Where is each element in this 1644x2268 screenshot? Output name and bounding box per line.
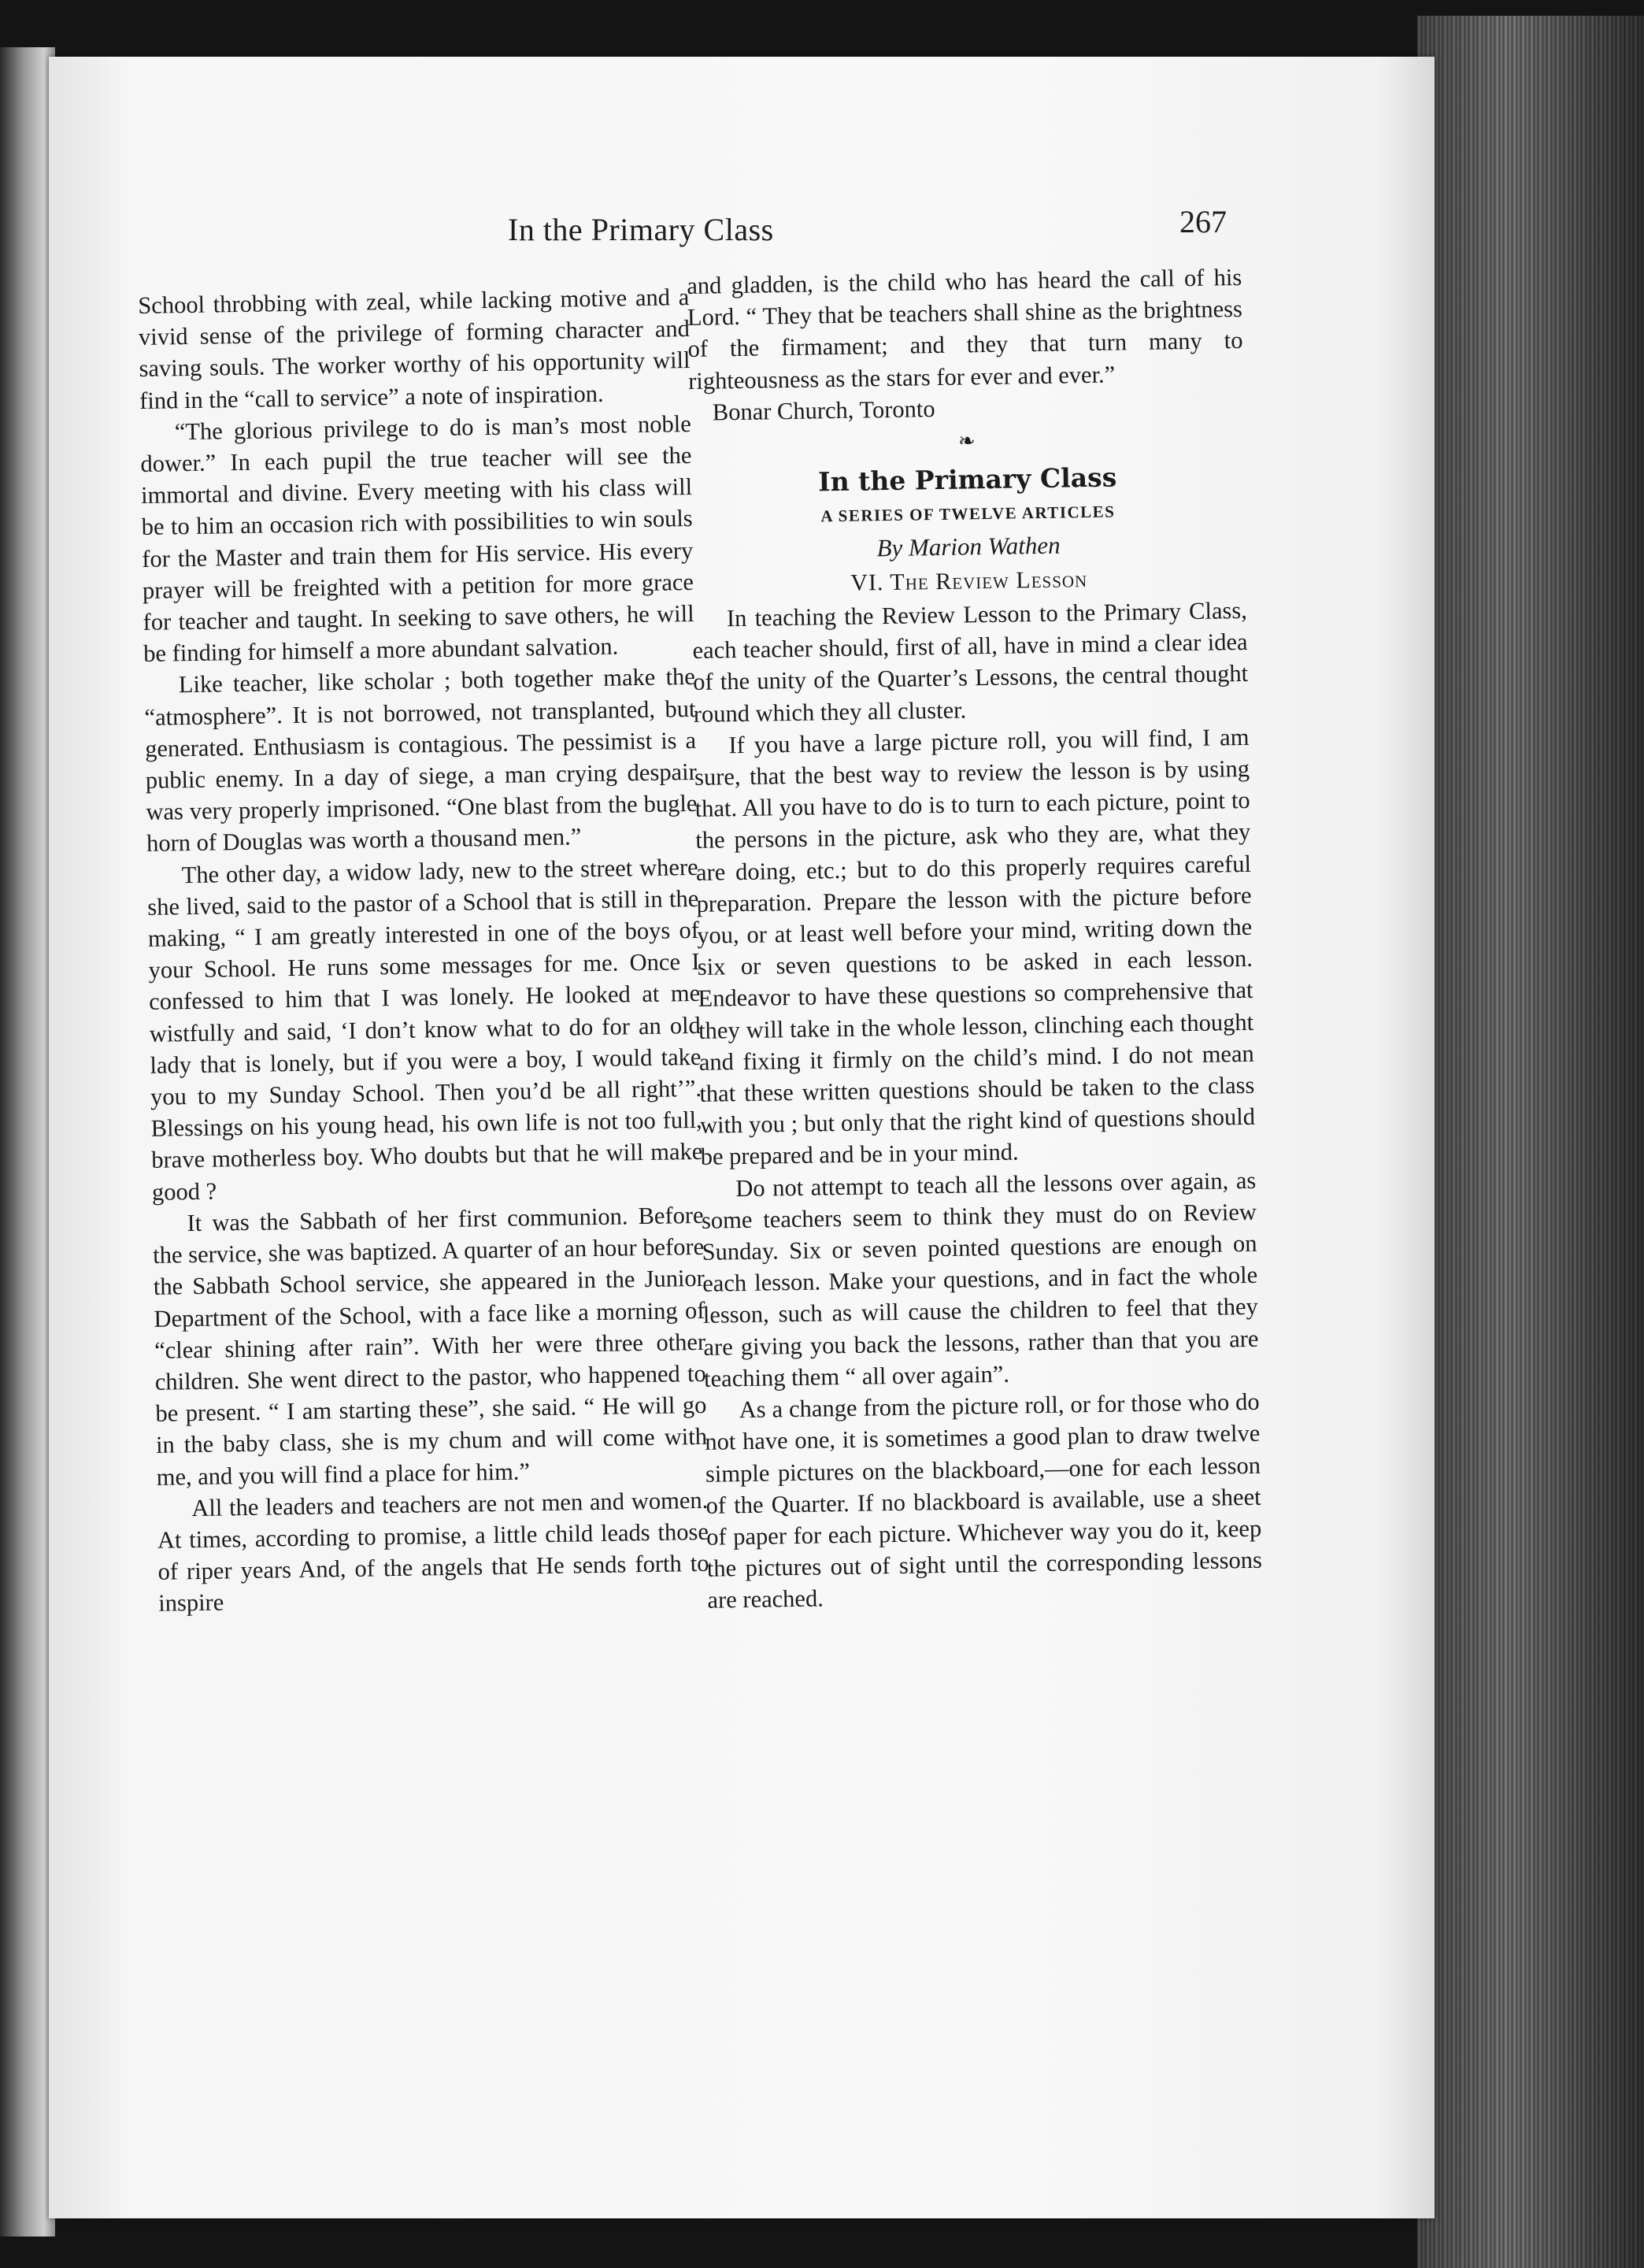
paragraph: Like teacher, like scholar ; both together make the “atmosphere”. It is not borrowed, not transplanted, but generated. Enthusiasm is contagious. The pessimist is a public enemy. In a day of siege, a man crying despair was very properly imprisoned. “One blast from the bugle horn of Douglas was worth a thousand men.” (144, 663, 698, 858)
continued-paragraph: and gladden, is the child who has heard the call of his Lord. “ They that be teachers shall shine as the brightness of the firmament; and they that turn many to righteousness as the stars for ever and ever.” (687, 263, 1243, 395)
paragraph: The other day, a widow lady, new to the street where she lived, said to the pastor of a School that is still in the making, “ I am greatly interested in one of the boys of your School. He runs some messages for me. Once I confessed to him that I was lonely. He looked at me wistfully and said, ‘I don’t know what to do for an old lady that is lonely, but if you were a boy, I would take you to my Sunday School. Then you’d be all right’”. Blessings on his young head, his own life is not too full, brave motherless boy. Who doubts but that he will make good ? (147, 853, 703, 1206)
paragraph: School throbbing with zeal, while lacking motive and a vivid sense of the privilege of forming character and saving souls. The worker worthy of his opportunity will find in the “call to service” a note of inspiration. (138, 284, 691, 414)
paragraph: It was the Sabbath of her first communion. Before the service, she was baptized. A quarter of an hour before the Sabbath School service, she appeared in the Junior Department of the School, with a face like a morning of “clear shining after rain”. With her were three other children. She went direct to the pastor, who happened to be present. “ I am starting these”, she said. “ He will go in the baby class, she is my chum and will come with me, and you will find a place for him.” (152, 1201, 708, 1491)
left-column (138, 281, 709, 1619)
article-series: A SERIES OF TWELVE ARTICLES (820, 502, 1116, 526)
paragraph: Do not attempt to teach all the lessons over again, as some teachers seem to think they must do on Review Sunday. Six or seven pointed questions are enough on each lesson. Make your questions, and in fact the whole lesson, such as will cause the children to feel that they are giving you back the lessons, rather than that you are teaching them “ all over again”. (701, 1166, 1259, 1392)
right-column (687, 261, 1263, 1616)
article-author: By Marion Wathen (876, 531, 1061, 562)
page-number: 267 (1179, 204, 1227, 239)
signature-line: Bonar Church, Toronto (712, 395, 935, 426)
paragraph: In teaching the Review Lesson to the Primary Class, each teacher should, first of all, have in mind a clear idea of the unity of the Quarter’s Lessons, the central thought round which they all cluster. (692, 596, 1249, 728)
article-section-heading: VI. The Review Lesson (850, 566, 1088, 596)
paragraph: “The glorious privilege to do is man’s most noble dower.” In each pupil the true teacher will see the immortal and divine. Every meeting with his class will be to him an occasion rich with possibilities to win souls for the Master and train them for His service. His every prayer will be freighted with a petition for more grace for teacher and taught. In seeking to save others, he will be finding for himself a more abundant salvation. (140, 410, 694, 668)
left-page-fold (0, 47, 55, 2236)
running-title: In the Primary Class (508, 212, 774, 247)
paragraph: If you have a large picture roll, you will find, I am sure, that the best way to review the lesson is by using that. All you have to do is to turn to each picture, point to the persons in the picture, ask who they are, what they are doing, etc.; but to do this properly requires careful preparation. Prepare the lesson with the picture before you, or at least well before your mind, writing down the six or seven questions to be asked in each lesson. Endeavor to have these questions so comprehensive that they will take in the whole lesson, clinching each thought and fixing it firmly on the child’s mind. I do not mean that these written questions should be taken to the class with you ; but only that the right kind of questions should be prepared and be in your mind. (694, 723, 1256, 1171)
paragraph: As a change from the picture roll, or for those who do not have one, it is sometimes a good plan to draw twelve simple pictures on the blackboard,—one for each lesson of the Quarter. If no blackboard is available, use a sheet of paper for each picture. Whichever way you do it, keep the pictures out of sight until the corresponding lessons are reached. (705, 1388, 1263, 1614)
article-title: In the Primary Class (817, 461, 1117, 498)
paragraph: All the leaders and teachers are not men and women. At times, according to promise, a little child leads those of riper years And, of the angels that He sends forth to inspire (157, 1486, 709, 1618)
book-page-edges (1417, 16, 1644, 2268)
ornament-icon: ❧ (957, 429, 976, 453)
